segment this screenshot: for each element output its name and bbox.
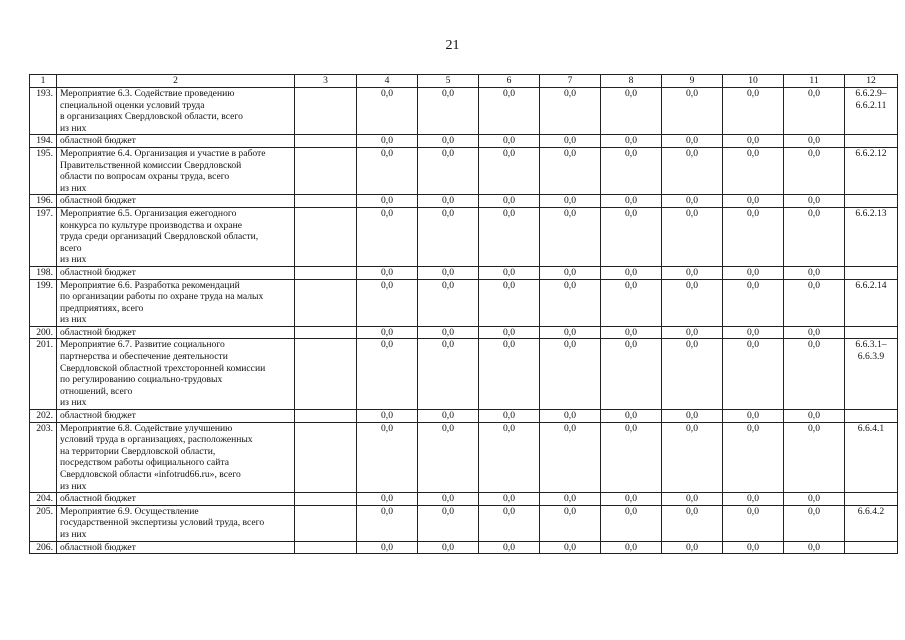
value-cell: 0,0 <box>662 422 723 493</box>
target-code-cell <box>845 410 898 423</box>
description-line: областной бюджет <box>60 195 136 207</box>
value-cell: 0,0 <box>784 266 845 279</box>
value-cell: 0,0 <box>479 266 540 279</box>
value-cell: 0,0 <box>357 88 418 135</box>
column-header: 5 <box>418 75 479 88</box>
description-line: на территории Свердловской области, <box>60 445 216 457</box>
row-number: 196. <box>30 195 57 208</box>
value-cell: 0,0 <box>784 88 845 135</box>
value-cell: 0,0 <box>479 279 540 326</box>
target-code-cell <box>845 88 898 135</box>
table-row <box>30 195 898 208</box>
value-cell: 0,0 <box>357 135 418 148</box>
value-cell: 0,0 <box>540 195 601 208</box>
column-3-cell <box>295 266 357 279</box>
row-description <box>57 505 295 541</box>
row-description <box>57 326 295 339</box>
target-code-cell <box>845 493 898 506</box>
value-cell: 0,0 <box>723 195 784 208</box>
value-cell: 0,0 <box>418 88 479 135</box>
description-line: областной бюджет <box>60 410 136 422</box>
description-line: области по вопросам охраны труда, всего <box>60 171 230 183</box>
column-3-cell <box>295 505 357 541</box>
value-cell: 0,0 <box>662 505 723 541</box>
value-cell: 0,0 <box>540 541 601 554</box>
description-line: областной бюджет <box>60 135 136 147</box>
row-description <box>57 266 295 279</box>
row-description <box>57 195 295 208</box>
target-code: 6.6.4.2 <box>857 505 885 517</box>
column-3-cell <box>295 195 357 208</box>
value-cell: 0,0 <box>662 541 723 554</box>
value-cell: 0,0 <box>601 195 662 208</box>
target-code-cell <box>845 135 898 148</box>
value-cell: 0,0 <box>723 339 784 410</box>
value-cell: 0,0 <box>479 422 540 493</box>
target-code-cell <box>845 541 898 554</box>
description-line: из них <box>60 254 87 266</box>
column-header: 4 <box>357 75 418 88</box>
value-cell: 0,0 <box>418 279 479 326</box>
value-cell: 0,0 <box>418 147 479 194</box>
value-cell: 0,0 <box>479 326 540 339</box>
value-cell: 0,0 <box>601 493 662 506</box>
value-cell: 0,0 <box>723 207 784 266</box>
column-3-cell <box>295 88 357 135</box>
column-3-cell <box>295 279 357 326</box>
row-number: 201. <box>30 339 57 410</box>
description-line: из них <box>60 480 87 492</box>
value-cell: 0,0 <box>357 410 418 423</box>
value-cell: 0,0 <box>601 88 662 135</box>
row-description <box>57 279 295 326</box>
description-line: специальной оценки условий труда <box>60 99 205 111</box>
row-description <box>57 422 295 493</box>
value-cell: 0,0 <box>784 135 845 148</box>
value-cell: 0,0 <box>601 135 662 148</box>
value-cell: 0,0 <box>601 422 662 493</box>
description-line: областной бюджет <box>60 493 136 505</box>
row-number: 194. <box>30 135 57 148</box>
description-line: Мероприятие 6.4. Организация и участие в работе <box>60 147 266 159</box>
table-row <box>30 326 898 339</box>
description-line: условий труда в организациях, расположенных <box>60 434 253 446</box>
description-line: из них <box>60 528 87 540</box>
value-cell: 0,0 <box>357 541 418 554</box>
value-cell: 0,0 <box>357 266 418 279</box>
value-cell: 0,0 <box>357 207 418 266</box>
value-cell: 0,0 <box>418 505 479 541</box>
value-cell: 0,0 <box>784 207 845 266</box>
value-cell: 0,0 <box>662 135 723 148</box>
value-cell: 0,0 <box>784 410 845 423</box>
target-code: 6.6.4.1 <box>857 422 885 434</box>
target-code-cell <box>845 505 898 541</box>
table-body <box>30 88 898 554</box>
column-3-cell <box>295 493 357 506</box>
target-code-cell <box>845 326 898 339</box>
row-number: 202. <box>30 410 57 423</box>
target-code: 6.6.2.13 <box>855 207 887 219</box>
table-row <box>30 339 898 410</box>
row-number: 197. <box>30 207 57 266</box>
value-cell: 0,0 <box>601 266 662 279</box>
column-3-cell <box>295 410 357 423</box>
table-row <box>30 493 898 506</box>
value-cell: 0,0 <box>540 422 601 493</box>
column-header: 1 <box>30 75 57 88</box>
description-line: Мероприятие 6.7. Развитие социального <box>60 339 225 351</box>
description-line: труда среди организаций Свердловской области, <box>60 231 259 243</box>
table-row <box>30 147 898 194</box>
description-line: Правительственной комиссии Свердловской <box>60 159 242 171</box>
value-cell: 0,0 <box>662 88 723 135</box>
description-line: Свердловской областной трехсторонней комиссии <box>60 362 266 374</box>
column-header: 11 <box>784 75 845 88</box>
target-code: 6.6.2.9– <box>855 88 887 99</box>
value-cell: 0,0 <box>479 147 540 194</box>
value-cell: 0,0 <box>723 266 784 279</box>
value-cell: 0,0 <box>662 266 723 279</box>
row-number: 204. <box>30 493 57 506</box>
value-cell: 0,0 <box>479 541 540 554</box>
value-cell: 0,0 <box>601 147 662 194</box>
value-cell: 0,0 <box>662 339 723 410</box>
row-description <box>57 135 295 148</box>
value-cell: 0,0 <box>723 279 784 326</box>
value-cell: 0,0 <box>784 541 845 554</box>
table-row <box>30 88 898 135</box>
description-line: отношений, всего <box>60 385 133 397</box>
value-cell: 0,0 <box>540 493 601 506</box>
column-3-cell <box>295 339 357 410</box>
description-line: из них <box>60 122 87 134</box>
column-3-cell <box>295 422 357 493</box>
value-cell: 0,0 <box>479 493 540 506</box>
description-line: областной бюджет <box>60 541 136 553</box>
target-code-cell <box>845 279 898 326</box>
value-cell: 0,0 <box>418 135 479 148</box>
column-header: 10 <box>723 75 784 88</box>
description-line: в организациях Свердловской области, всего <box>60 111 243 123</box>
row-number: 203. <box>30 422 57 493</box>
table-row <box>30 266 898 279</box>
value-cell: 0,0 <box>601 279 662 326</box>
value-cell: 0,0 <box>418 339 479 410</box>
value-cell: 0,0 <box>723 135 784 148</box>
value-cell: 0,0 <box>784 422 845 493</box>
target-code: 6.6.2.11 <box>855 99 887 111</box>
table-row <box>30 410 898 423</box>
row-number: 206. <box>30 541 57 554</box>
description-line: Мероприятие 6.6. Разработка рекомендаций <box>60 279 240 291</box>
column-header: 9 <box>662 75 723 88</box>
value-cell: 0,0 <box>662 493 723 506</box>
value-cell: 0,0 <box>540 266 601 279</box>
row-description <box>57 207 295 266</box>
value-cell: 0,0 <box>723 422 784 493</box>
value-cell: 0,0 <box>418 493 479 506</box>
header-row <box>30 75 898 88</box>
description-line: по организации работы по охране труда на малых <box>60 291 264 303</box>
column-header: 2 <box>57 75 295 88</box>
row-description <box>57 88 295 135</box>
value-cell: 0,0 <box>540 410 601 423</box>
target-code: 6.6.2.14 <box>855 279 887 291</box>
target-code-cell <box>845 195 898 208</box>
column-header: 7 <box>540 75 601 88</box>
value-cell: 0,0 <box>357 339 418 410</box>
description-line: Свердловской области «infotrud66.ru», всего <box>60 469 241 480</box>
value-cell: 0,0 <box>418 195 479 208</box>
description-line: Мероприятие 6.3. Содействие проведению <box>60 88 235 99</box>
value-cell: 0,0 <box>418 207 479 266</box>
value-cell: 0,0 <box>784 147 845 194</box>
description-line: Мероприятие 6.8. Содействие улучшению <box>60 422 233 434</box>
target-code: 6.6.3.9 <box>857 351 885 363</box>
row-description <box>57 147 295 194</box>
budget-table <box>29 74 898 554</box>
value-cell: 0,0 <box>601 541 662 554</box>
value-cell: 0,0 <box>540 135 601 148</box>
row-number: 198. <box>30 266 57 279</box>
value-cell: 0,0 <box>357 147 418 194</box>
row-number: 193. <box>30 88 57 135</box>
value-cell: 0,0 <box>601 410 662 423</box>
value-cell: 0,0 <box>479 505 540 541</box>
target-code-cell <box>845 147 898 194</box>
column-3-cell <box>295 541 357 554</box>
column-3-cell <box>295 326 357 339</box>
value-cell: 0,0 <box>601 505 662 541</box>
description-line: конкурса по культуре производства и охране <box>60 219 242 231</box>
target-code-cell <box>845 422 898 493</box>
column-header: 8 <box>601 75 662 88</box>
table-row <box>30 279 898 326</box>
value-cell: 0,0 <box>723 505 784 541</box>
row-description <box>57 339 295 410</box>
value-cell: 0,0 <box>418 326 479 339</box>
description-line: партнерства и обеспечение деятельности <box>60 351 228 363</box>
description-line: Мероприятие 6.5. Организация ежегодного <box>60 207 237 219</box>
value-cell: 0,0 <box>479 135 540 148</box>
row-number: 199. <box>30 279 57 326</box>
value-cell: 0,0 <box>601 326 662 339</box>
value-cell: 0,0 <box>601 207 662 266</box>
value-cell: 0,0 <box>540 505 601 541</box>
value-cell: 0,0 <box>357 326 418 339</box>
value-cell: 0,0 <box>662 410 723 423</box>
value-cell: 0,0 <box>418 541 479 554</box>
value-cell: 0,0 <box>357 195 418 208</box>
value-cell: 0,0 <box>662 195 723 208</box>
value-cell: 0,0 <box>357 505 418 541</box>
value-cell: 0,0 <box>662 207 723 266</box>
value-cell: 0,0 <box>479 195 540 208</box>
value-cell: 0,0 <box>418 410 479 423</box>
value-cell: 0,0 <box>540 339 601 410</box>
column-header: 3 <box>295 75 357 88</box>
row-description <box>57 410 295 423</box>
value-cell: 0,0 <box>784 493 845 506</box>
row-number: 205. <box>30 505 57 541</box>
value-cell: 0,0 <box>662 326 723 339</box>
value-cell: 0,0 <box>723 326 784 339</box>
value-cell: 0,0 <box>662 147 723 194</box>
value-cell: 0,0 <box>784 195 845 208</box>
value-cell: 0,0 <box>662 279 723 326</box>
value-cell: 0,0 <box>784 339 845 410</box>
value-cell: 0,0 <box>601 339 662 410</box>
value-cell: 0,0 <box>723 88 784 135</box>
description-line: по регулированию социально-трудовых <box>60 374 223 386</box>
value-cell: 0,0 <box>479 410 540 423</box>
target-code-cell <box>845 207 898 266</box>
value-cell: 0,0 <box>723 410 784 423</box>
value-cell: 0,0 <box>418 266 479 279</box>
description-line: государственной экспертизы условий труда, всего <box>60 517 265 529</box>
value-cell: 0,0 <box>418 422 479 493</box>
table-row <box>30 135 898 148</box>
value-cell: 0,0 <box>723 147 784 194</box>
value-cell: 0,0 <box>357 422 418 493</box>
table-row <box>30 207 898 266</box>
value-cell: 0,0 <box>784 326 845 339</box>
table-row <box>30 505 898 541</box>
row-description <box>57 493 295 506</box>
target-code: 6.6.2.12 <box>855 147 887 159</box>
target-code-cell <box>845 266 898 279</box>
description-line: областной бюджет <box>60 326 136 338</box>
description-line: посредством работы официального сайта <box>60 457 229 469</box>
column-3-cell <box>295 207 357 266</box>
row-number: 195. <box>30 147 57 194</box>
description-line: из них <box>60 397 87 409</box>
column-header: 12 <box>845 75 898 88</box>
value-cell: 0,0 <box>540 88 601 135</box>
target-code-cell <box>845 339 898 410</box>
value-cell: 0,0 <box>723 493 784 506</box>
value-cell: 0,0 <box>540 207 601 266</box>
column-3-cell <box>295 147 357 194</box>
value-cell: 0,0 <box>540 326 601 339</box>
description-line: всего <box>60 242 82 254</box>
value-cell: 0,0 <box>479 88 540 135</box>
value-cell: 0,0 <box>479 207 540 266</box>
value-cell: 0,0 <box>357 279 418 326</box>
value-cell: 0,0 <box>540 147 601 194</box>
value-cell: 0,0 <box>540 279 601 326</box>
value-cell: 0,0 <box>357 493 418 506</box>
value-cell: 0,0 <box>784 505 845 541</box>
row-description <box>57 541 295 554</box>
column-3-cell <box>295 135 357 148</box>
target-code: 6.6.3.1– <box>855 339 887 351</box>
description-line: Мероприятие 6.9. Осуществление <box>60 505 199 517</box>
value-cell: 0,0 <box>723 541 784 554</box>
description-line: областной бюджет <box>60 266 136 278</box>
description-line: из них <box>60 314 87 326</box>
table-row <box>30 541 898 554</box>
table-row <box>30 422 898 493</box>
value-cell: 0,0 <box>479 339 540 410</box>
row-number: 200. <box>30 326 57 339</box>
description-line: предприятиях, всего <box>60 302 144 314</box>
value-cell: 0,0 <box>784 279 845 326</box>
description-line: из них <box>60 182 87 194</box>
page-number: 21 <box>445 38 460 53</box>
column-header: 6 <box>479 75 540 88</box>
